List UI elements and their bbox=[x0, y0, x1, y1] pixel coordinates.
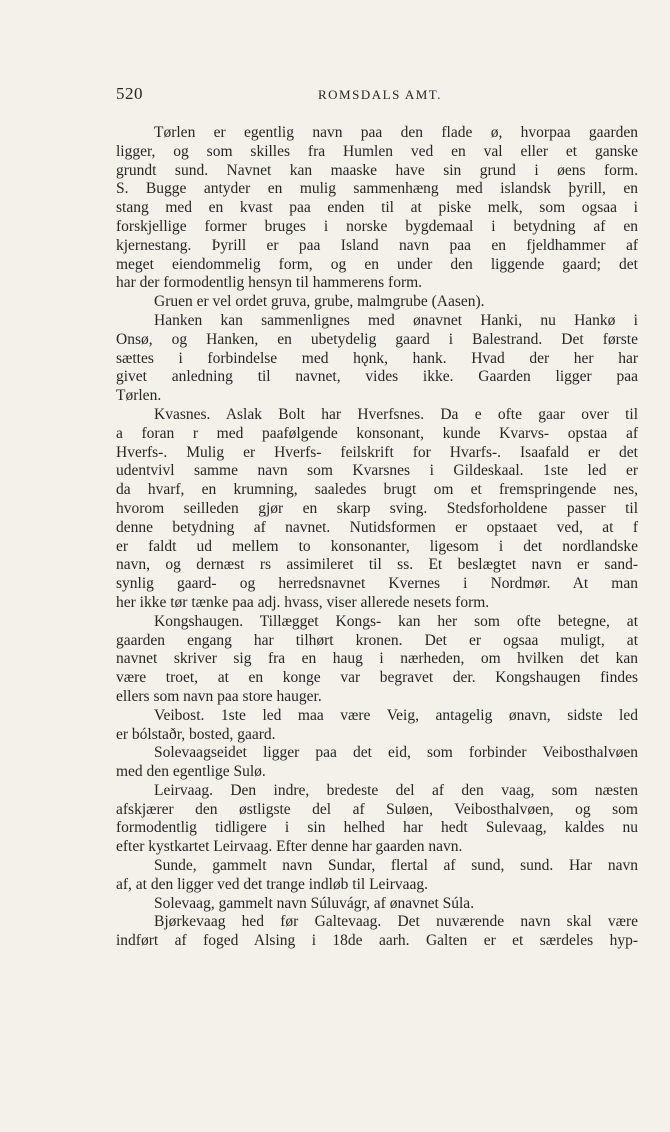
text-line: grundt sund. Navnet kan maaske have sin grund i øens form. bbox=[116, 161, 638, 179]
running-head: ROMSDALS AMT. bbox=[318, 87, 443, 102]
text-line: her ikke tør tænke paa adj. hvass, viser allerede nesets form. bbox=[116, 593, 490, 611]
text-line: med den egentlige Sulø. bbox=[116, 763, 266, 781]
text-line: Bjørkevaag hed før Galtevaag. Det nuværende navn skal være bbox=[154, 913, 638, 931]
text-line: navnet skriver sig fra en haug i nærheden, om hvilken det kan bbox=[116, 650, 638, 668]
paragraph bbox=[116, 744, 638, 782]
text-line: være troet, at en konge var begravet der. Kongshaugen findes bbox=[116, 669, 638, 687]
text-line: meget eiendommelig form, og en under den liggende gaard; det bbox=[116, 255, 638, 273]
text-line: formodentlig tidligere i sin helhed har hedt Sulevaag, kaldes nu bbox=[116, 819, 638, 837]
page-number: 520 bbox=[116, 84, 143, 103]
paragraph bbox=[116, 857, 638, 895]
text-line: Tørlen er egentlig navn paa den flade ø, hvorpaa gaarden bbox=[154, 124, 638, 141]
text-line: a foran r med paafølgende konsonant, kunde Kvarvs- opstaa af bbox=[116, 424, 638, 442]
paragraph bbox=[116, 312, 638, 406]
text-line: Solevaag, gammelt navn Súluvágr, af ønavnet Súla. bbox=[154, 894, 475, 912]
text-line: Kongshaugen. Tillægget Kongs- kan her som ofte betegne, at bbox=[154, 612, 638, 630]
text-line: efter kystkartet Leirvaag. Efter denne har gaarden navn. bbox=[116, 838, 463, 856]
text-line: stang med en kvast paa enden til at piske melk, som ogsaa i bbox=[116, 199, 638, 217]
paragraph bbox=[116, 124, 638, 293]
text-line: sættes i forbindelse med hǫnk, hank. Hvad der her har bbox=[116, 349, 638, 367]
text-line: Kvasnes. Aslak Bolt har Hverfsnes. Da e ofte gaar over til bbox=[154, 405, 638, 423]
text-line: ligger, og som skilles fra Humlen ved en val eller et ganske bbox=[116, 142, 638, 160]
text-line: synlig gaard- og herredsnavnet Kvernes i Nordmør. At man bbox=[116, 575, 638, 593]
paragraph bbox=[116, 293, 638, 312]
page-header bbox=[116, 84, 636, 106]
text-line: givet anledning til navnet, vides ikke. Gaarden ligger paa bbox=[116, 368, 638, 386]
text-line: har der formodentlig hensyn til hammerens form. bbox=[116, 274, 423, 292]
text-line: af, at den ligger ved det trange indløb til Leirvaag. bbox=[116, 875, 429, 893]
text-line: kjernestang. Þyrill er paa Island navn paa en fjeldhammer af bbox=[116, 236, 638, 254]
paragraph bbox=[116, 707, 638, 745]
text-line: indført af foged Alsing i 18de aarh. Galten er et særdeles hyp- bbox=[116, 932, 638, 950]
text-line: gaarden engang har tilhørt kronen. Det er ogsaa muligt, at bbox=[116, 631, 638, 649]
text-line: Tørlen. bbox=[116, 387, 162, 405]
text-line: da hvarf, en krumning, saaledes brugt om et fremspringende nes, bbox=[116, 481, 638, 499]
text-line: afskjærer den østligste del af Suløen, Veibosthalvøen, og som bbox=[116, 800, 638, 818]
text-line: Hanken kan sammenlignes med ønavnet Hanki, nu Hankø i bbox=[154, 311, 638, 329]
text-line: ellers som navn paa store hauger. bbox=[116, 687, 322, 705]
body-text bbox=[116, 124, 638, 951]
text-line: S. Bugge antyder en mulig sammenhæng med islandsk þyrill, en bbox=[116, 180, 638, 198]
text-line: denne betydning af navnet. Nutidsformen er opstaaet ved, at f bbox=[116, 518, 638, 536]
text-line: Hverfs-. Mulig er Hverfs- feilskrift for Hvarfs-. Isaafald er det bbox=[116, 443, 638, 461]
text-line: er faldt ud mellem to konsonanter, ligesom i det nordlandske bbox=[116, 537, 638, 555]
paragraph bbox=[116, 913, 638, 951]
text-line: forskjellige former bruges i norske bygdemaal i betydning af en bbox=[116, 217, 638, 235]
text-line: hvorom seilleden gjør en skarp sving. Stedsforholdene passer til bbox=[116, 499, 638, 517]
text-line: er bólstaðr, bosted, gaard. bbox=[116, 725, 276, 743]
text-line: Solevaagseidet ligger paa det eid, som forbinder Veibosthalvøen bbox=[154, 744, 638, 762]
text-line: navn, og dernæst rs assimileret til ss. Et beslægtet navn er sand- bbox=[116, 556, 638, 574]
text-line: Onsø, og Hanken, en ubetydelig gaard i Balestrand. Det første bbox=[116, 330, 638, 348]
paragraph bbox=[116, 406, 638, 613]
text-line: Veibost. 1ste led maa være Veig, antagelig ønavn, sidste led bbox=[154, 706, 638, 724]
paragraph bbox=[116, 895, 638, 914]
text-line: udentvivl samme navn som Kvarsnes i Gildeskaal. 1ste led er bbox=[116, 462, 638, 480]
paragraph bbox=[116, 782, 638, 857]
paragraph bbox=[116, 613, 638, 707]
text-line: Leirvaag. Den indre, bredeste del af den vaag, som næsten bbox=[154, 781, 638, 799]
text-line: Gruen er vel ordet gruva, grube, malmgrube (Aasen). bbox=[154, 293, 485, 311]
text-line: Sunde, gammelt navn Sundar, flertal af sund, sund. Har navn bbox=[154, 857, 638, 875]
